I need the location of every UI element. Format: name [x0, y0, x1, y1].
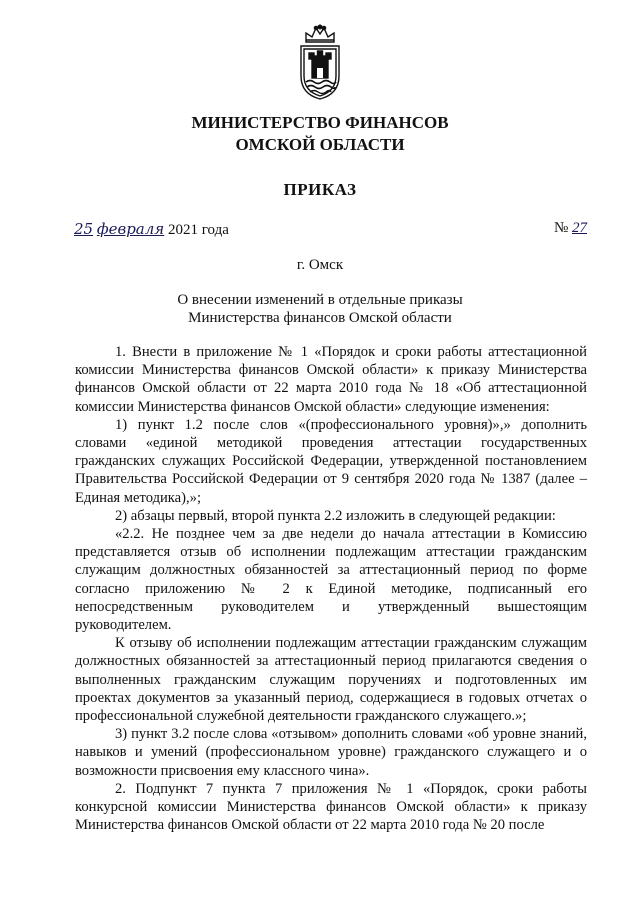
body-paragraph: 2) абзацы первый, второй пункта 2.2 изложить в следующей редакции:	[115, 507, 556, 524]
city: г. Омск	[296, 257, 344, 273]
ministry-title	[0, 112, 640, 156]
subject-line1: О внесении изменений в отдельные приказы	[177, 292, 463, 308]
subject-line2: Министерства финансов Омской области	[188, 310, 452, 326]
body-paragraph: К отзыву об исполнении подлежащим аттестации гражданским служащим должностных обязанностей за аттестационный период прилагаются сведения о выполненных гражданским служащим поручениях и подготовленных им проектах документов за указанный период, содержащиеся в годовых отчетах о профессиональной служебной деятельности гражданского служащего.»;	[75, 635, 587, 725]
document-date	[74, 220, 229, 239]
omsk-coat-of-arms-icon	[296, 24, 344, 100]
number-value: 27	[572, 220, 587, 236]
document-number	[554, 220, 587, 237]
body-paragraph: 2. Подпункт 7 пункта 7 приложения № 1 «Порядок, сроки работы конкурсной комиссии Министерства финансов Омской области» к приказу Министерства финансов Омской области от 22 марта 2010 года № 20 после	[75, 780, 587, 834]
document-body	[75, 343, 587, 834]
body-paragraph: «2.2. Не позднее чем за две недели до начала аттестации в Комиссию представляется отзыв об исполнении подлежащим аттестации гражданским служащим должностных обязанностей за аттестационный период по форме согласно приложению № 2 к Единой методике, подписанный его непосредственным руководителем и утвержденный вышестоящим руководителем.	[75, 526, 587, 634]
document-type: ПРИКАЗ	[283, 180, 357, 199]
date-month: февраля	[96, 220, 165, 238]
ministry-title-line1: МИНИСТЕРСТВО ФИНАНСОВ	[191, 113, 449, 132]
ministry-title-line2: ОМСКОЙ ОБЛАСТИ	[235, 135, 405, 154]
body-paragraph: 1) пункт 1.2 после слов «(профессионального уровня)»,» дополнить словами «единой методикой проведения аттестации государственных гражданских служащих Российской Федерации, утвержденной постановлением Правительства Российской Федерации от 9 сентября 2020 года № 1387 (далее – Единая методика),»;	[75, 416, 587, 506]
number-prefix: №	[553, 220, 569, 236]
document-subject	[0, 291, 640, 327]
date-day: 25	[74, 220, 94, 238]
body-paragraph: 1. Внести в приложение № 1 «Порядок и сроки работы аттестационной комиссии Министерства финансов Омской области» к приказу Министерства финансов Омской области от 22 марта 2010 года № 18 «Об аттестационной комиссии Министерства финансов Омской области» следующие изменения:	[75, 344, 587, 415]
date-year: 2021 года	[167, 222, 229, 238]
body-paragraph: 3) пункт 3.2 после слова «отзывом» дополнить словами «об уровне знаний, навыков и умений (профессиональном уровне) гражданского служащего и о возможности присвоения ему классного чина».	[75, 726, 587, 779]
